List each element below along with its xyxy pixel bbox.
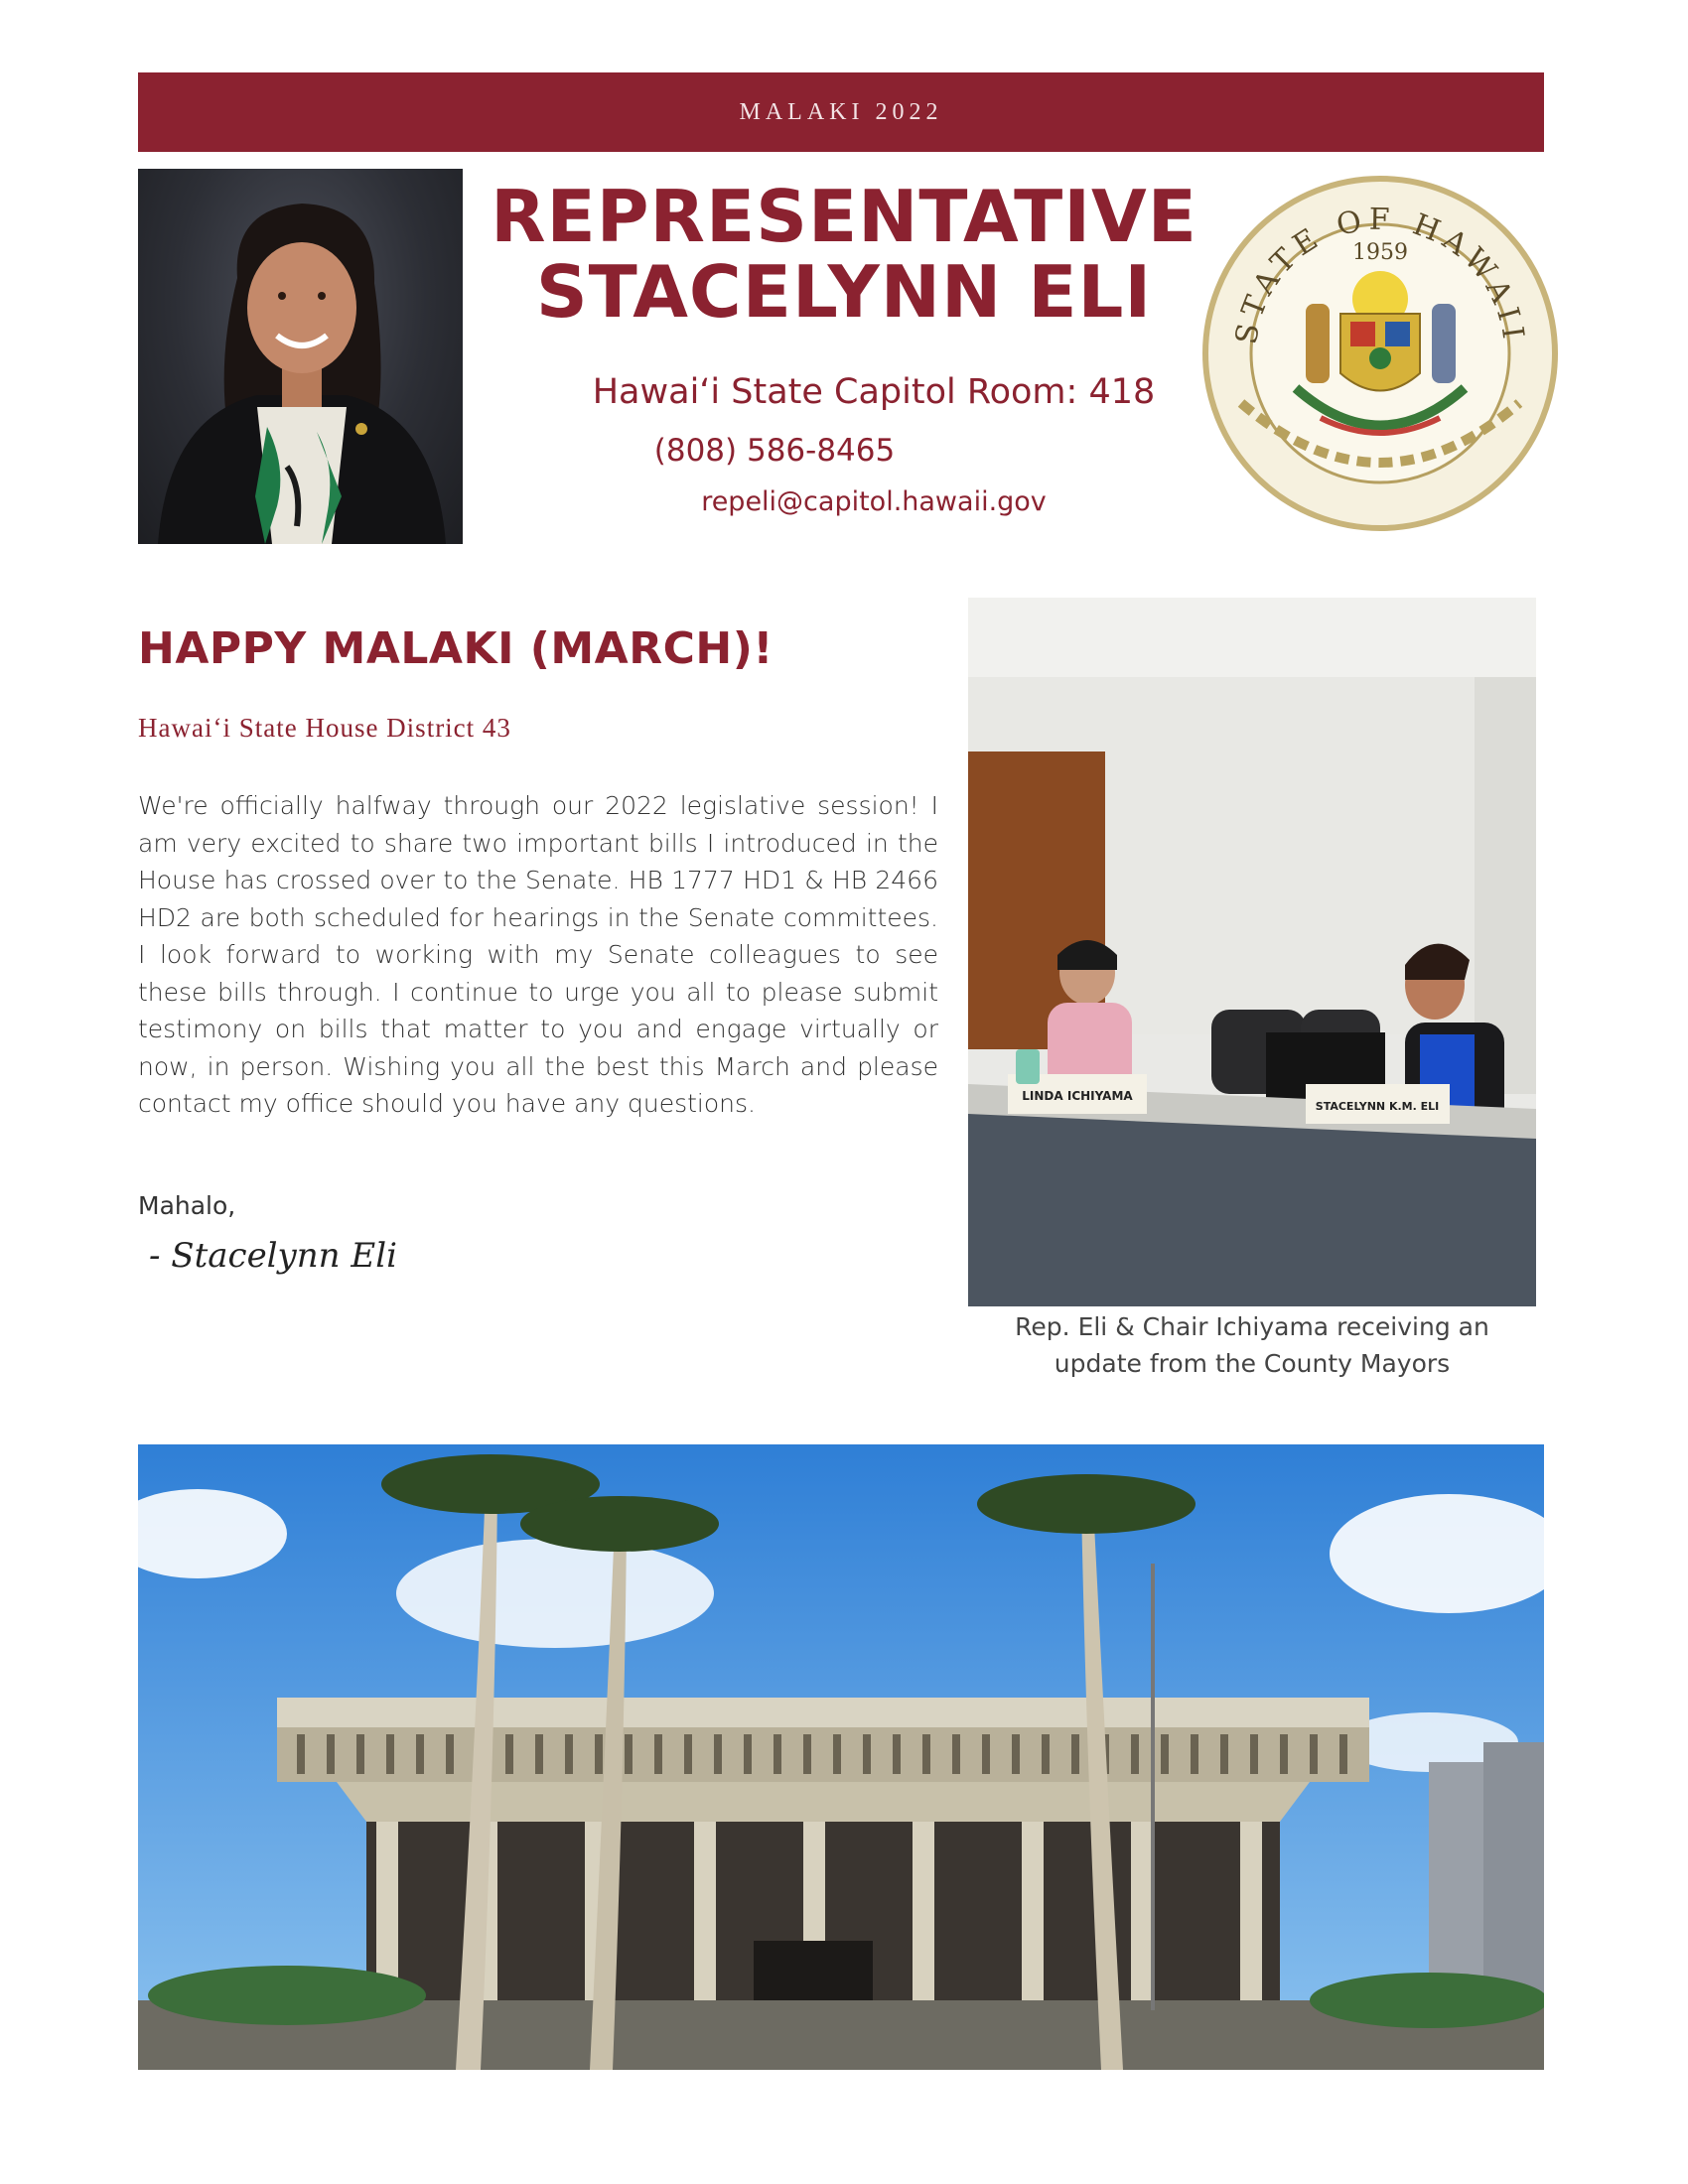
title-line-2: STACELYNN ELI <box>535 250 1153 334</box>
meeting-photo <box>968 598 1536 1306</box>
office-room: Hawaiʻi State Capitol Room: 418 <box>592 372 1156 412</box>
title-line-1: REPRESENTATIVE <box>491 175 1197 258</box>
closing-text: Mahalo, <box>138 1191 236 1220</box>
meeting-photo-caption: Rep. Eli & Chair Ichiyama receiving an update from the County Mayors <box>1015 1312 1489 1378</box>
office-email[interactable]: repeli@capitol.hawaii.gov <box>701 486 1047 517</box>
signature: - Stacelynn Eli <box>149 1236 397 1276</box>
seal-ring-text: STATE OF HAWAII <box>1228 202 1531 347</box>
seal-year: 1959 <box>1352 240 1408 265</box>
district-subtitle: Hawaiʻi State House District 43 <box>138 713 511 743</box>
portrait-illustration <box>138 169 463 544</box>
representative-name-title <box>467 175 1221 334</box>
banner-text: MALAKI 2022 <box>739 98 943 125</box>
article-body: We're officially halfway through our 2022 legislative session! I am very excited to share two important bills I introduced in the House has crossed over to the Senate. HB 1777 HD1 & HB 2466 HD2 are both scheduled for hearings in the Senate committees. I look forward to working with my Senate colleagues to see these bills through. I continue to urge you all to please submit testimony on bills that matter to you and engage virtually or now, in person. Wishing you all the best this March and please contact my office should you have any questions. <box>138 791 938 1118</box>
office-phone: (808) 586-8465 <box>653 433 896 469</box>
capitol-building-photo <box>138 1444 1544 2070</box>
state-seal-icon <box>1201 175 1559 532</box>
nameplate-right: STACELYNN K.M. ELI <box>1315 1100 1440 1113</box>
representative-portrait <box>138 169 463 544</box>
nameplate-left: LINDA ICHIYAMA <box>1022 1089 1133 1103</box>
article-heading: HAPPY MALAKI (MARCH)! <box>138 623 774 674</box>
month-banner <box>138 72 1544 152</box>
